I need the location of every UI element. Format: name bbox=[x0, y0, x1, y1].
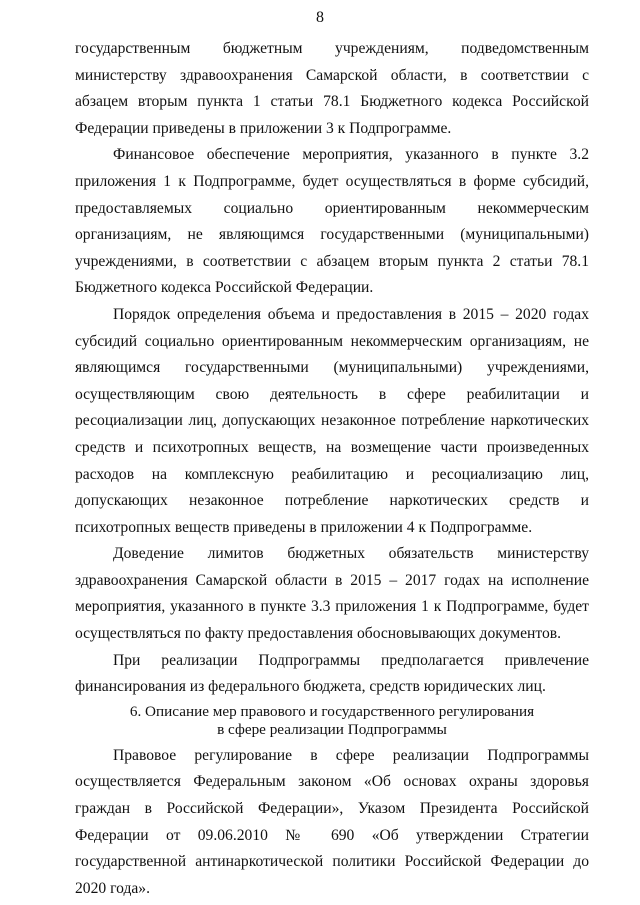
section-heading-line-1: 6. Описание мер правового и государственного регулирования bbox=[129, 702, 535, 720]
page-number: 8 bbox=[316, 9, 324, 26]
section-heading bbox=[75, 703, 589, 739]
paragraph-budget-limits: Доведение лимитов бюджетных обязательств министерству здравоохранения Самарской области в 2015 – 2017 годах на исполнение мероприятия, указанного в пункте 3.3 приложения 1 к Подпрограмме, будет осуществляться по факту предоставления обосновывающих документов. bbox=[75, 545, 589, 643]
section-heading-line-2: в сфере реализации Подпрограммы bbox=[217, 720, 447, 738]
paragraph-financing: Финансовое обеспечение мероприятия, указанного в пункте 3.2 приложения 1 к Подпрограмме, будет осуществляться в форме субсидий, предоставляемых социально ориентированным некоммерческим организациям, не являющимся государственными (муниципальными) учреждениями, в соответствии с абзацем вторым пункта 2 статьи 78.1 Бюджетного кодекса Российской Федерации. bbox=[75, 146, 589, 297]
paragraph-continuation: государственным бюджетным учреждениям, подведомственным министерству здравоохранения Самарской области, в соответствии с абзацем вторым пункта 1 статьи 78.1 Бюджетного кодекса Российской Федерации приведены в приложении 3 к Подпрограмме. bbox=[75, 40, 589, 137]
paragraph-subsidy-procedure: Порядок определения объема и предоставления в 2015 – 2020 годах субсидий социально ориентированным некоммерческим организациям, не являющимся государственными (муниципальными) учреждениями, осуществляющим свою деятельность в сфере реабилитации и ресоциализации лиц, допускающих незаконное потребление наркотических средств и психотропных веществ, на возмещение части произведенных расходов на комплексную реабилитацию и ресоциализацию лиц, допускающих незаконное потребление наркотических средств и психотропных веществ приведены в приложении 4 к Подпрограмме. bbox=[75, 305, 589, 536]
paragraph-federal-funding: При реализации Подпрограммы предполагается привлечение финансирования из федерального бюджета, средств юридических лиц. bbox=[75, 651, 589, 696]
paragraph-legal-regulation: Правовое регулирование в сфере реализации Подпрограммы осуществляется Федеральным законом «Об основах охраны здоровья граждан в Российской Федерации», Указом Президента Российской Федерации от 09.06.2010 № 690 «Об утверждении Стратегии государственной антинаркотической политики Российской Федерации до 2020 года». bbox=[75, 746, 589, 897]
document-body bbox=[75, 36, 589, 902]
